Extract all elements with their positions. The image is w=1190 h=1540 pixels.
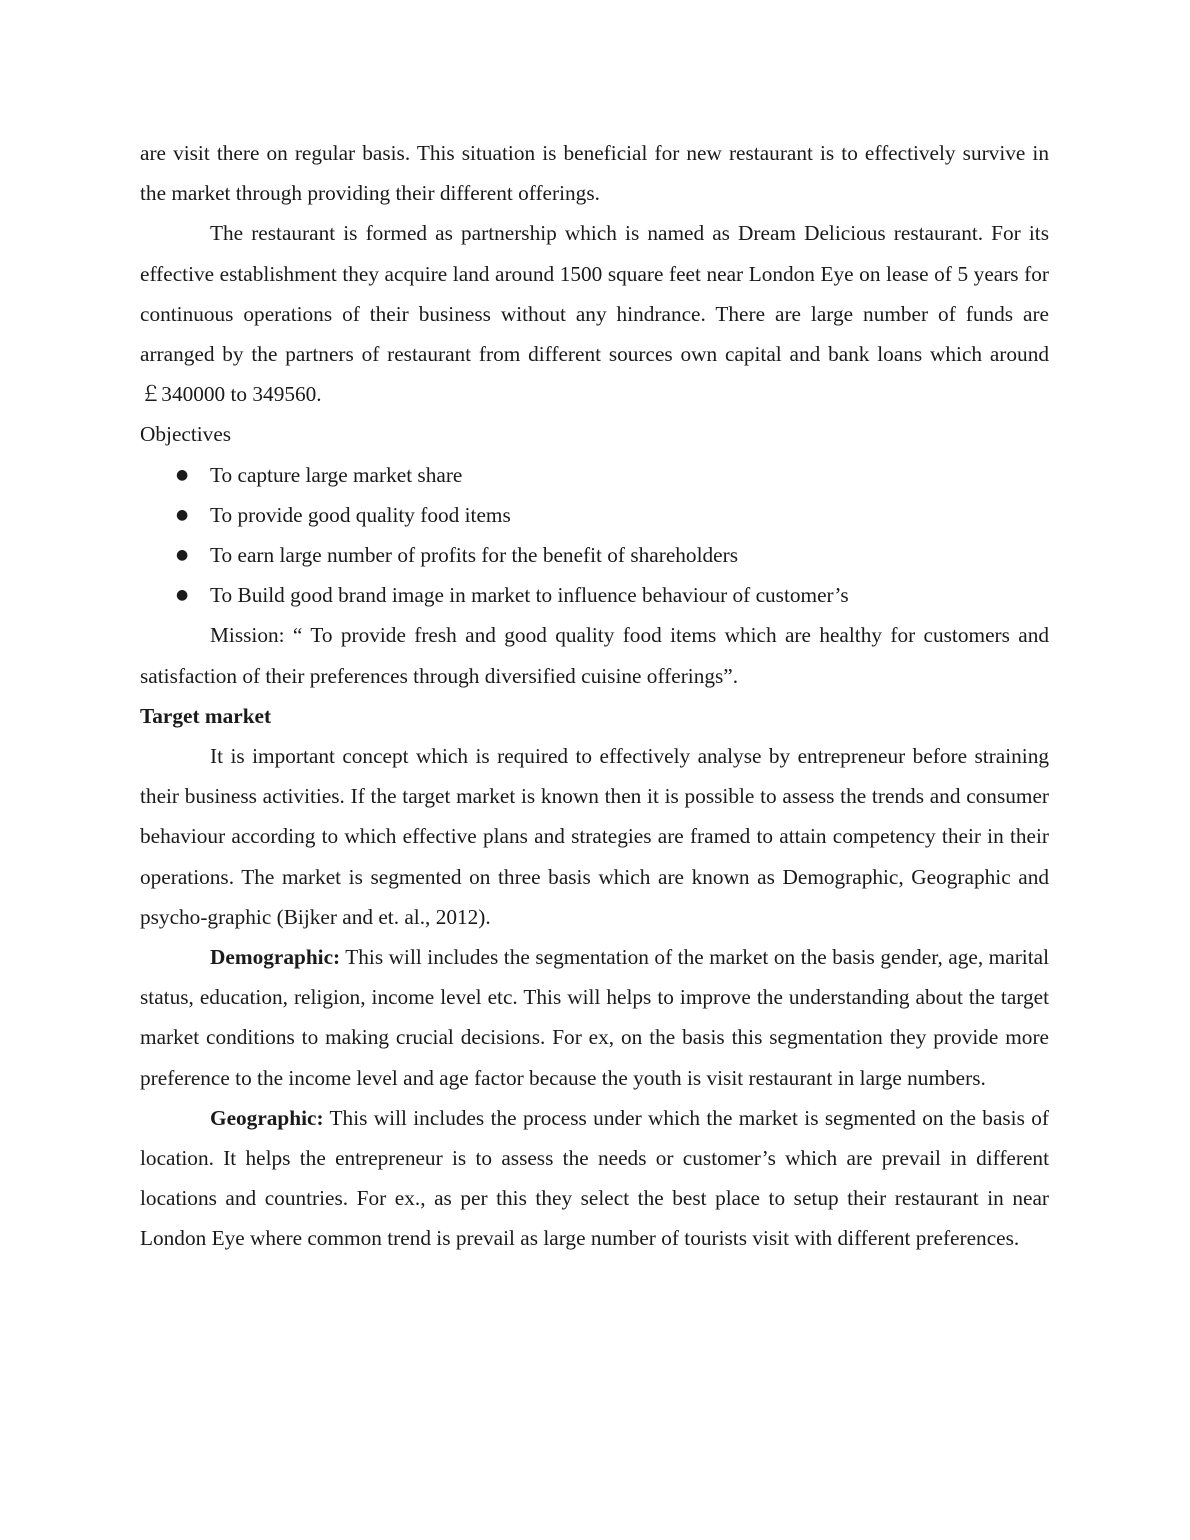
paragraph-continuation: are visit there on regular basis. This situation is beneficial for new restaurant is to effectively survive in the market through providing their different offerings. (140, 141, 1049, 206)
list-item (140, 495, 1049, 535)
geographic-text: This will includes the process under which the market is segmented on the basis of location. It helps the entrepreneur is to assess the needs or customer’s which are prevail in different locations and countries. For ex., as per this they select the best place to setup their restaurant in near London Eye where common trend is prevail as large number of tourists visit with different preferences. (140, 1105, 1049, 1251)
geographic-label: Geographic: (210, 1105, 324, 1130)
objective-text: To earn large number of profits for the benefit of shareholders (210, 543, 738, 568)
target-market-heading: Target market (140, 703, 272, 728)
bullet-icon: ● (176, 587, 189, 604)
mission-statement: Mission: “ To provide fresh and good quality food items which are healthy for customers and satisfaction of their preferences through diversified cuisine offerings”. (140, 623, 1049, 688)
objectives-list (140, 455, 1049, 616)
list-item (140, 535, 1049, 575)
bullet-icon: ● (176, 506, 189, 523)
target-market-paragraph: It is important concept which is required to effectively analyse by entrepreneur before straining their business activities. If the target market is known then it is possible to assess the trends and consumer behaviour according to which effective plans and strategies are framed to attain competency their in their operations. The market is segmented on three basis which are known as Demographic, Geographic and psycho-graphic (Bijker and et. al., 2012). (140, 744, 1049, 929)
bullet-icon: ● (176, 466, 189, 483)
geographic-paragraph (140, 1098, 1049, 1259)
bullet-icon: ● (176, 547, 189, 564)
demographic-label: Demographic: (210, 945, 341, 970)
demographic-text: This will includes the segmentation of the market on the basis gender, age, marital status, education, religion, income level etc. This will helps to improve the understanding about the target market conditions to making crucial decisions. For ex, on the basis this segmentation they provide more preference to the income level and age factor because the youth is visit restaurant in large numbers. (140, 945, 1049, 1090)
objective-text: To provide good quality food items (210, 502, 511, 527)
list-item (140, 455, 1049, 495)
demographic-paragraph (140, 937, 1049, 1098)
objective-text: To capture large market share (210, 462, 463, 487)
document-page (140, 133, 1049, 1259)
list-item (140, 575, 1049, 615)
paragraph-partnership: The restaurant is formed as partnership which is named as Dream Delicious restaurant. For its effective establishment they acquire land around 1500 square feet near London Eye on lease of 5 years for continuous operations of their business without any hindrance. There are large number of funds are arranged by the partners of restaurant from different sources own capital and bank loans which around ￡340000 to 349560. (140, 221, 1049, 407)
objective-text: To Build good brand image in market to influence behaviour of customer’s (210, 583, 849, 608)
objectives-label: Objectives (140, 422, 232, 447)
